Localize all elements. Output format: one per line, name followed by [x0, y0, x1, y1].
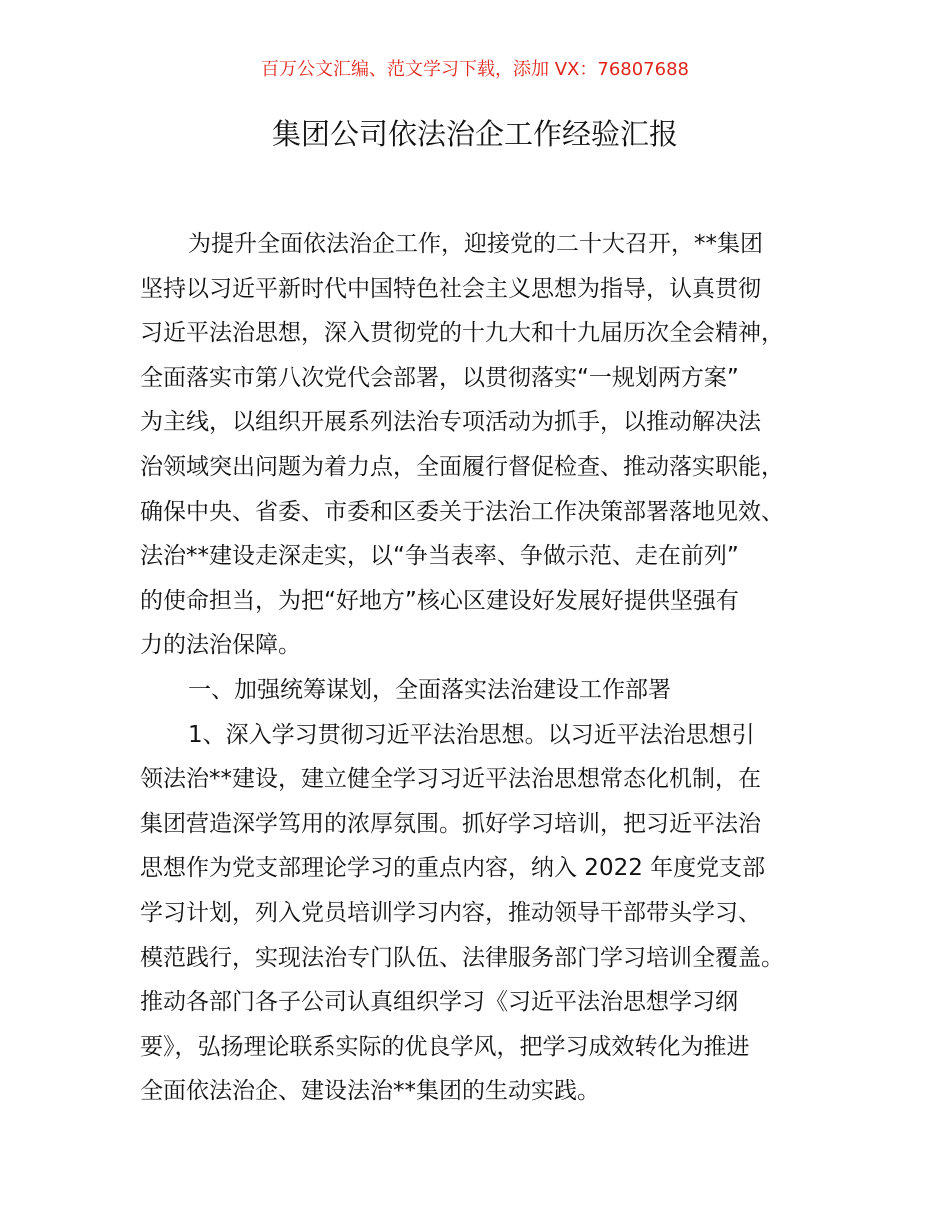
paragraph-line: 确保中央、省委、市委和区委关于法治工作决策部署落地见效、: [140, 498, 784, 525]
document-title: 集团公司依法治企工作经验汇报: [271, 117, 678, 151]
paragraph-line: 习近平法治思想，深入贯彻党的十九大和十九届历次全会精神，: [140, 320, 784, 347]
paragraph-line: 集团营造深学笃用的浓厚氛围。抓好学习培训，把习近平法治: [140, 810, 761, 837]
section-1-paragraph: [140, 713, 840, 1114]
paragraph-line: 思想作为党支部理论学习的重点内容，纳入 2022 年度党支部: [140, 855, 766, 882]
paragraph-line: 领法治**建设，建立健全学习习近平法治思想常态化机制，在: [140, 766, 761, 793]
paragraph-line: 力的法治保障。: [140, 632, 301, 659]
paragraph-line: 全面落实市第八次党代会部署，以贯彻落实“一规划两方案”: [140, 364, 739, 391]
paragraph-line: 为提升全面依法治企工作，迎接党的二十大召开，**集团: [188, 231, 763, 257]
paragraph-line: 推动各部门各子公司认真组织学习《习近平法治思想学习纲: [140, 989, 738, 1016]
paragraph-line: 学习计划，列入党员培训学习内容，推动领导干部带头学习、: [140, 899, 761, 926]
section-heading: 一、加强统筹谋划，全面落实法治建设工作部署: [188, 676, 671, 703]
paragraph-line: 要》，弘扬理论联系实际的优良学风，把学习成效转化为推进: [140, 1033, 750, 1060]
paragraph-line: 1、深入学习贯彻习近平法治思想。以习近平法治思想引: [188, 721, 755, 748]
promo-header-note: 百万公文汇编、范文学习下载，添加 VX：76807688: [261, 59, 689, 80]
paragraph-line: 法治**建设走深走实，以“争当表率、争做示范、走在前列”: [140, 543, 739, 570]
document-body: [140, 222, 840, 1114]
intro-paragraph: [140, 222, 840, 668]
paragraph-line: 的使命担当，为把“好地方”核心区建设好发展好提供坚强有: [140, 587, 739, 614]
paragraph-line: 坚持以习近平新时代中国特色社会主义思想为指导，认真贯彻: [140, 275, 761, 302]
paragraph-line: 为主线，以组织开展系列法治专项活动为抓手，以推动解决法: [140, 409, 761, 436]
paragraph-line: 全面依法治企、建设法治**集团的生动实践。: [140, 1078, 600, 1105]
paragraph-line: 模范践行，实现法治专门队伍、法律服务部门学习培训全覆盖。: [140, 944, 784, 971]
paragraph-line: 治领域突出问题为着力点，全面履行督促检查、推动落实职能，: [140, 453, 784, 480]
